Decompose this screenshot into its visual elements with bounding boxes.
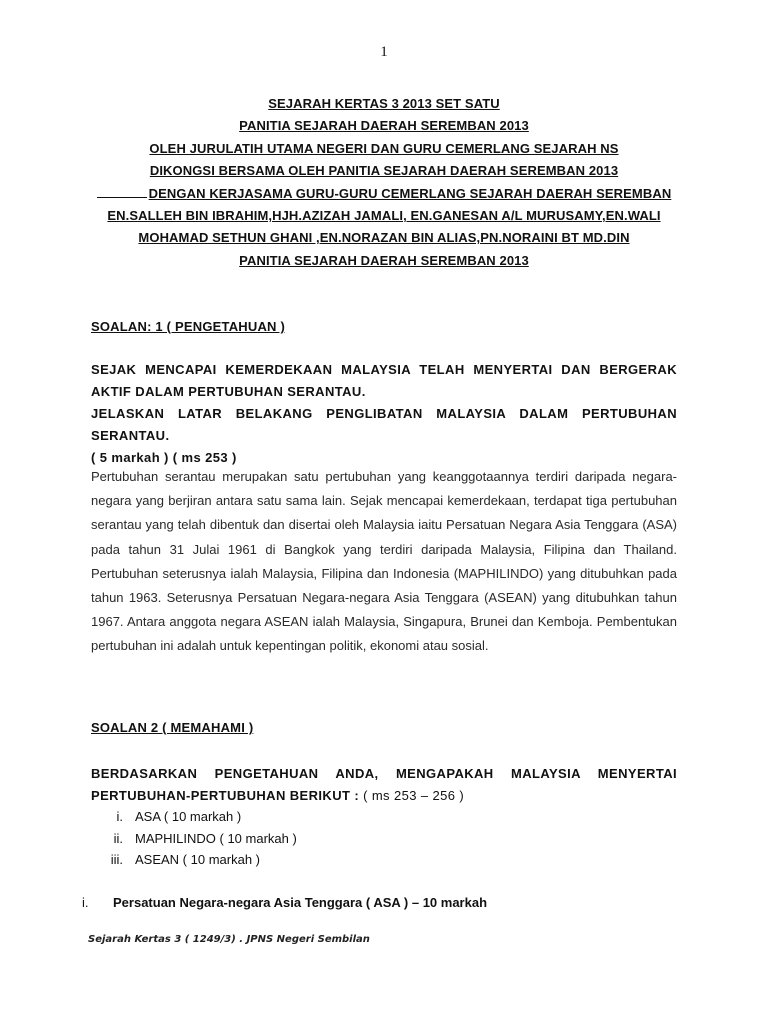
header-title: SEJARAH KERTAS 3 2013 SET SATU [268,96,500,111]
question-2-heading: SOALAN 2 ( MEMAHAMI ) [91,720,254,735]
list-item-text: ASA ( 10 markah ) [135,809,242,824]
question-1-line-1: SEJAK MENCAPAI KEMERDEKAAN MALAYSIA TELAH MENYERTAI DAN BERGERAK AKTIF DALAM PERTUBUHAN SERANTAU. [91,362,677,399]
question-1-answer: Pertubuhan serantau merupakan satu pertubuhan yang keanggotaannya terdiri daripada negara-negara yang berjiran antara satu sama lain. Sejak mencapai kemerdekaan, terdapat tiga pertubuhan serantau yang telah dibentuk dan disertai oleh Malaysia iaitu Persatuan Negara Asia Tenggara (ASA) pada tahun 31 Julai 1961 di Bangkok yang terdiri daripada Malaysia, Filipina dan Thailand. Pertubuhan seterusnya ialah Malaysia, Filipina dan Indonesia (MAPHILINDO) yang ditubuhkan pada tahun 1963. Seterusnya Persatuan Negara-negara Asia Tenggara (ASEAN) yang ditubuhkan tahun 1967. Antara anggota negara ASEAN ialah Malaysia, Singapura, Brunei dan Kemboja. Pembentukan pertubuhan ini adalah untuk kepentingan politik, ekonomi atau sosial. [91,469,677,654]
question-1-line-2: JELASKAN LATAR BELAKANG PENGLIBATAN MALAYSIA DALAM PERTUBUHAN SERANTAU. [91,406,677,443]
question-2-text [91,763,677,807]
question-2-question: BERDASARKAN PENGETAHUAN ANDA, MENGAPAKAH MALAYSIA MENYERTAI PERTUBUHAN-PERTUBUHAN BERIKUT : [91,766,677,803]
header-panel: PANITIA SEJARAH DAERAH SEREMBAN 2013 [239,118,529,134]
list-item-text: ASEAN ( 10 markah ) [135,852,260,867]
header-names-line-1: EN.SALLEH BIN IBRAHIM,HJH.AZIZAH JAMALI, EN.GANESAN A/L MURUSAMY,EN.WALI [107,208,661,224]
document-header [60,93,708,272]
list-item-text: MAPHILINDO ( 10 markah ) [135,830,297,846]
answer-subheading [82,895,487,910]
header-collab-line: DENGAN KERJASAMA GURU-GURU CEMERLANG SEJARAH DAERAH SEREMBAN [60,183,708,205]
list-item-number: i. [116,809,123,824]
list-item [91,806,297,828]
list-item-number: iii. [110,852,123,867]
question-1-text [91,359,677,469]
list-item [91,849,297,871]
question-1-marks: ( 5 markah ) ( ms 253 ) [91,450,237,465]
subheading-number: i. [82,895,89,910]
header-names-line-2: MOHAMAD SETHUN GHANI ,EN.NORAZAN BIN ALIAS,PN.NORAINI BT MD.DIN [138,230,630,246]
list-item [91,828,297,850]
question-2-page-ref: ( ms 253 – 256 ) [359,788,465,803]
question-2-list [91,806,297,871]
page-number: 1 [380,44,388,60]
question-1-heading: SOALAN: 1 ( PENGETAHUAN ) [91,319,285,334]
header-authors-line: OLEH JURULATIH UTAMA NEGERI DAN GURU CEMERLANG SEJARAH NS [149,140,619,156]
page-footer: Sejarah Kertas 3 ( 1249/3) . JPNS Negeri Sembilan [88,934,370,945]
header-shared-line: DIKONGSI BERSAMA OLEH PANITIA SEJARAH DAERAH SEREMBAN 2013 [149,163,619,179]
subheading-text: Persatuan Negara-negara Asia Tenggara ( ASA ) – 10 markah [113,895,488,910]
header-panel-footer: PANITIA SEJARAH DAERAH SEREMBAN 2013 [239,252,529,268]
list-item-number: ii. [113,830,123,846]
